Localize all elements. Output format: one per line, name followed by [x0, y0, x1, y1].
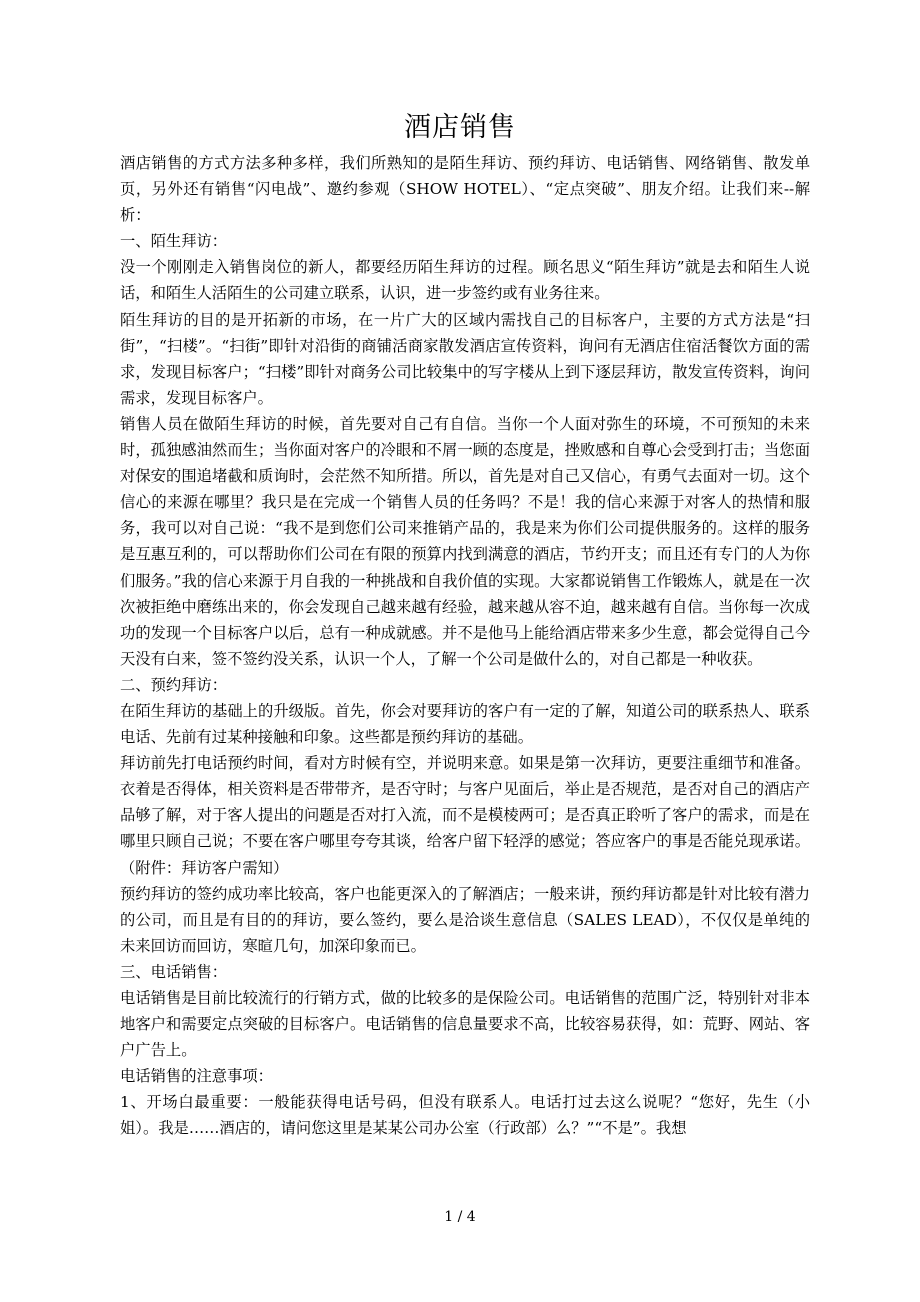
- body-paragraph: 预约拜访的签约成功率比较高，客户也能更深入的了解酒店；一般来讲，预约拜访都是针对比较有潜力的公司，而且是有目的的拜访，要么签约，要么是洽谈生意信息（SALES LEAD），不仅仅是单纯的未来回访而回访，寒暄几句，加深印象而已。: [120, 884, 810, 955]
- section-heading-cold-visit: 一、陌生拜访：: [120, 232, 228, 251]
- subheading-phone-sales-notes: 电话销售的注意事项：: [120, 1067, 273, 1086]
- document-body: [120, 150, 810, 1142]
- section-heading-phone-sales: 三、电话销售：: [120, 962, 228, 981]
- section-heading-appointment-visit: 二、预约拜访：: [120, 675, 228, 694]
- document-title: 酒店销售: [404, 112, 516, 143]
- page-number: 1 / 4: [444, 1209, 476, 1225]
- body-paragraph: 1、开场白最重要：一般能获得电话号码，但没有联系人。电话打过去这么说呢？“您好，先生（小姐）。我是……酒店的，请问您这里是某某公司办公室（行政部）么？”“不是”。我想: [120, 1093, 810, 1138]
- body-paragraph: 电话销售是目前比较流行的行销方式，做的比较多的是保险公司。电话销售的范围广泛，特别针对非本地客户和需要定点突破的目标客户。电话销售的信息量要求不高，比较容易获得，如：荒野、网站、客户广告上。: [120, 989, 810, 1060]
- body-paragraph: 陌生拜访的目的是开拓新的市场，在一片广大的区域内需找自己的目标客户，主要的方式方法是“扫街”，“扫楼”。“扫街”即针对沿街的商铺活商家散发酒店宣传资料，询问有无酒店住宿活餐饮方面的需求，发现目标客户；“扫楼”即针对商务公司比较集中的写字楼从上到下逐层拜访，散发宣传资料，询问需求，发现目标客户。: [120, 310, 810, 407]
- body-paragraph: 拜访前先打电话预约时间，看对方时候有空，并说明来意。如果是第一次拜访，更要注重细节和准备。衣着是否得体，相关资料是否带带齐，是否守时；与客户见面后，举止是否规范，是否对自己的酒店产品够了解，对于客人提出的问题是否对打入流，而不是模棱两可；是否真正聆听了客户的需求，而是在哪里只顾自己说；不要在客户哪里夸夸其谈，给客户留下轻浮的感觉；答应客户的事是否能兑现承诺。（附件：拜访客户需知）: [120, 754, 810, 877]
- body-paragraph: 没一个刚刚走入销售岗位的新人，都要经历陌生拜访的过程。顾名思义“陌生拜访”就是去和陌生人说话，和陌生人活陌生的公司建立联系，认识，进一步签约或有业务往来。: [120, 258, 810, 303]
- intro-paragraph: 酒店销售的方式方法多种多样，我们所熟知的是陌生拜访、预约拜访、电话销售、网络销售、散发单页，另外还有销售“闪电战”、邀约参观（SHOW HOTEL）、“定点突破”、朋友介绍。让我们来--解析：: [120, 154, 810, 225]
- body-paragraph: 销售人员在做陌生拜访的时候，首先要对自己有自信。当你一个人面对弥生的环境，不可预知的未来时，孤独感油然而生；当你面对客户的冷眼和不屑一顾的态度是，挫败感和自尊心会受到打击；当您面对保安的围追堵截和质询时，会茫然不知所措。所以，首先是对自己又信心，有勇气去面对一切。这个信心的来源在哪里？我只是在完成一个销售人员的任务吗？不是！我的信心来源于对客人的热情和服务，我可以对自己说：“我不是到您们公司来推销产品的，我是来为你们公司提供服务的。这样的服务是互惠互利的，可以帮助你们公司在有限的预算内找到满意的酒店，节约开支；而且还有专门的人为你们服务。”我的信心来源于月自我的一种挑战和自我价值的实现。大家都说销售工作锻炼人，就是在一次次被拒绝中磨练出来的，你会发现自己越来越有经验，越来越从容不迫，越来越有自信。当你每一次成功的发现一个目标客户以后，总有一种成就感。并不是他马上能给酒店带来多少生意，都会觉得自己今天没有白来，签不签约没关系，认识一个人，了解一个公司是做什么的，对自己都是一种收获。: [120, 414, 810, 668]
- body-paragraph: 在陌生拜访的基础上的升级版。首先，你会对要拜访的客户有一定的了解，知道公司的联系热人、联系电话、先前有过某种接触和印象。这些都是预约拜访的基础。: [120, 701, 810, 747]
